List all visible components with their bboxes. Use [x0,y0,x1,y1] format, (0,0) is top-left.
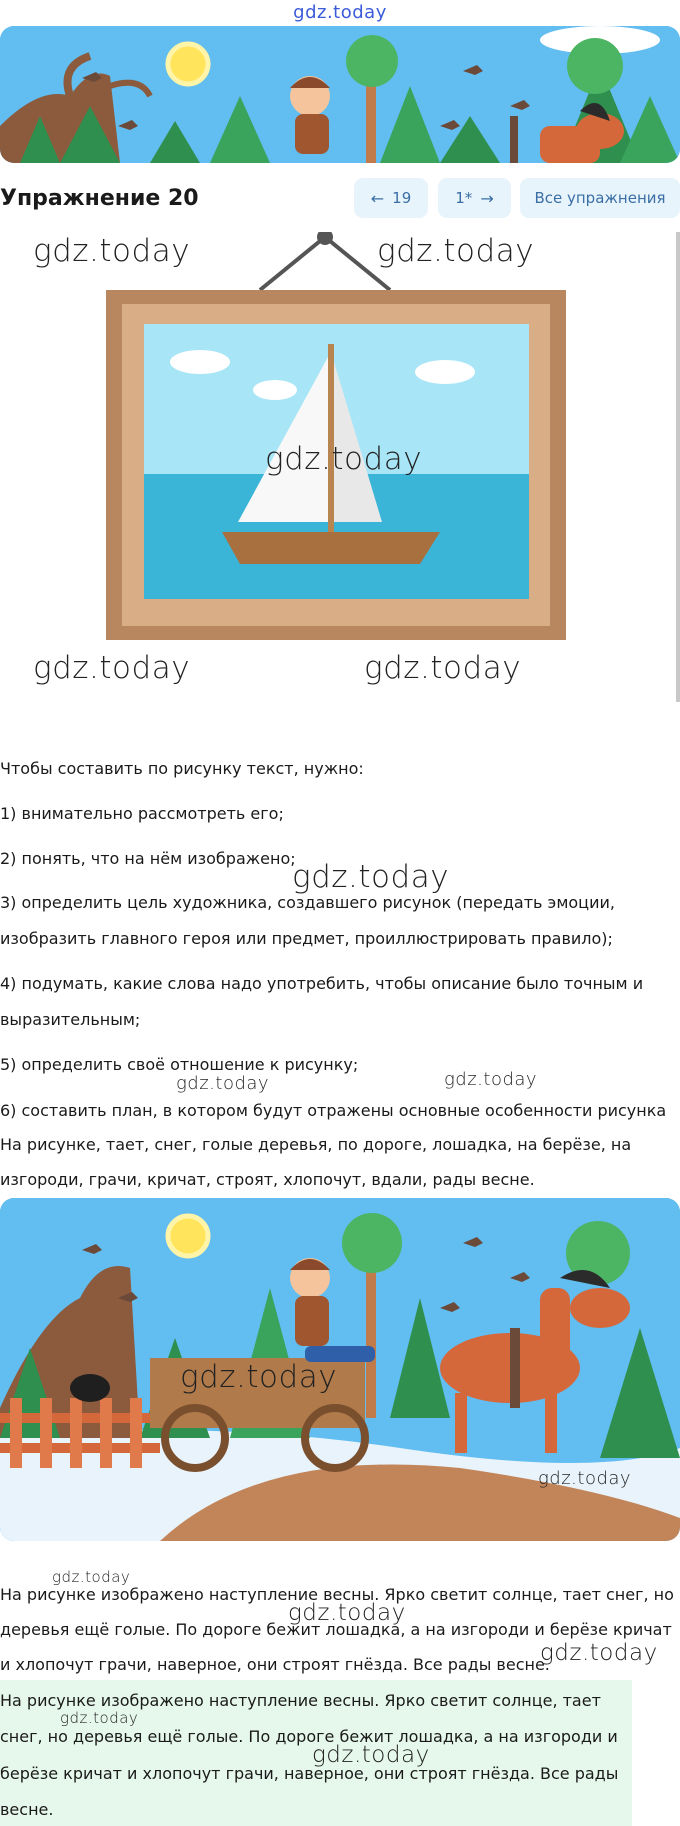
step-item: 4) подумать, какие слова надо употребить, чтобы описание было точным и [0,974,644,993]
all-exercises-label: Все упражнения [534,189,666,207]
step-item: 3) определить цель художника, создавшего рисунок (передать эмоции, [0,893,615,912]
answer-text: На рисунке изображено наступление весны. Ярко светит солнце, тает снег, но [0,1585,674,1604]
watermark: gdz.today [538,1468,632,1489]
header-banner-illustration [0,26,680,163]
watermark: gdz.today [60,1709,139,1727]
watermark: gdz.today [364,650,522,686]
watermark: gdz.today [288,1600,406,1626]
highlight-text: берёзе кричат и хлопочут грачи, наверное, они строят гнёзда. Все рады [0,1764,619,1783]
highlight-text: весне. [0,1800,54,1819]
page-title: Упражнение 20 [0,186,199,211]
watermark: gdz.today [176,1073,270,1094]
watermark: gdz.today [180,1359,338,1395]
prev-exercise-button[interactable] [354,178,428,218]
watermark: gdz.today [444,1069,538,1090]
watermark: gdz.today [52,1568,131,1586]
step-item: 6) составить план, в котором будут отражены основные особенности рисунка [0,1101,667,1120]
all-exercises-button[interactable] [520,178,680,218]
next-exercise-button[interactable] [438,178,511,218]
watermark: gdz.today [33,233,191,269]
spring-scene-illustration [0,1198,680,1541]
watermark: gdz.today [292,859,450,895]
framed-sailboat-picture [100,232,580,642]
watermark: gdz.today [312,1742,430,1768]
words-text: На рисунке, тает, снег, голые деревья, по дороге, лошадка, на берёзе, на [0,1135,632,1154]
highlight-text: снег, но деревья ещё голые. По дороге бежит лошадка, а на изгороди и [0,1727,618,1746]
prev-exercise-label: 19 [392,189,412,207]
highlight-text: На рисунке изображено наступление весны. Ярко светит солнце, тает [0,1691,601,1710]
content-divider [676,232,680,702]
spring-scene-illustration [0,26,680,163]
watermark: gdz.today [377,233,535,269]
watermark: gdz.today [265,441,423,477]
step-item: 2) понять, что на нём изображено; [0,849,296,868]
intro-text: Чтобы составить по рисунку текст, нужно: [0,759,364,778]
step-item: выразительным; [0,1010,141,1029]
words-text: изгороди, грачи, кричат, строят, хлопочут, вдали, рады весне. [0,1170,535,1189]
answer-text: и хлопочут грачи, наверное, они строят гнёзда. Все рады весне. [0,1655,550,1674]
site-logo[interactable]: gdz.today [293,2,387,23]
answer-text: деревья ещё голые. По дороге бежит лошадка, а на изгороди и берёзе кричат [0,1620,672,1639]
arrow-right-icon: → [480,188,494,208]
arrow-left-icon: ← [370,188,385,208]
watermark: gdz.today [33,650,191,686]
watermark: gdz.today [540,1640,658,1666]
step-item: 1) внимательно рассмотреть его; [0,804,284,823]
step-item: 5) определить своё отношение к рисунку; [0,1055,359,1074]
step-item: изобразить главного героя или предмет, проиллюстрировать правило); [0,929,613,948]
next-exercise-label: 1* [455,189,473,207]
